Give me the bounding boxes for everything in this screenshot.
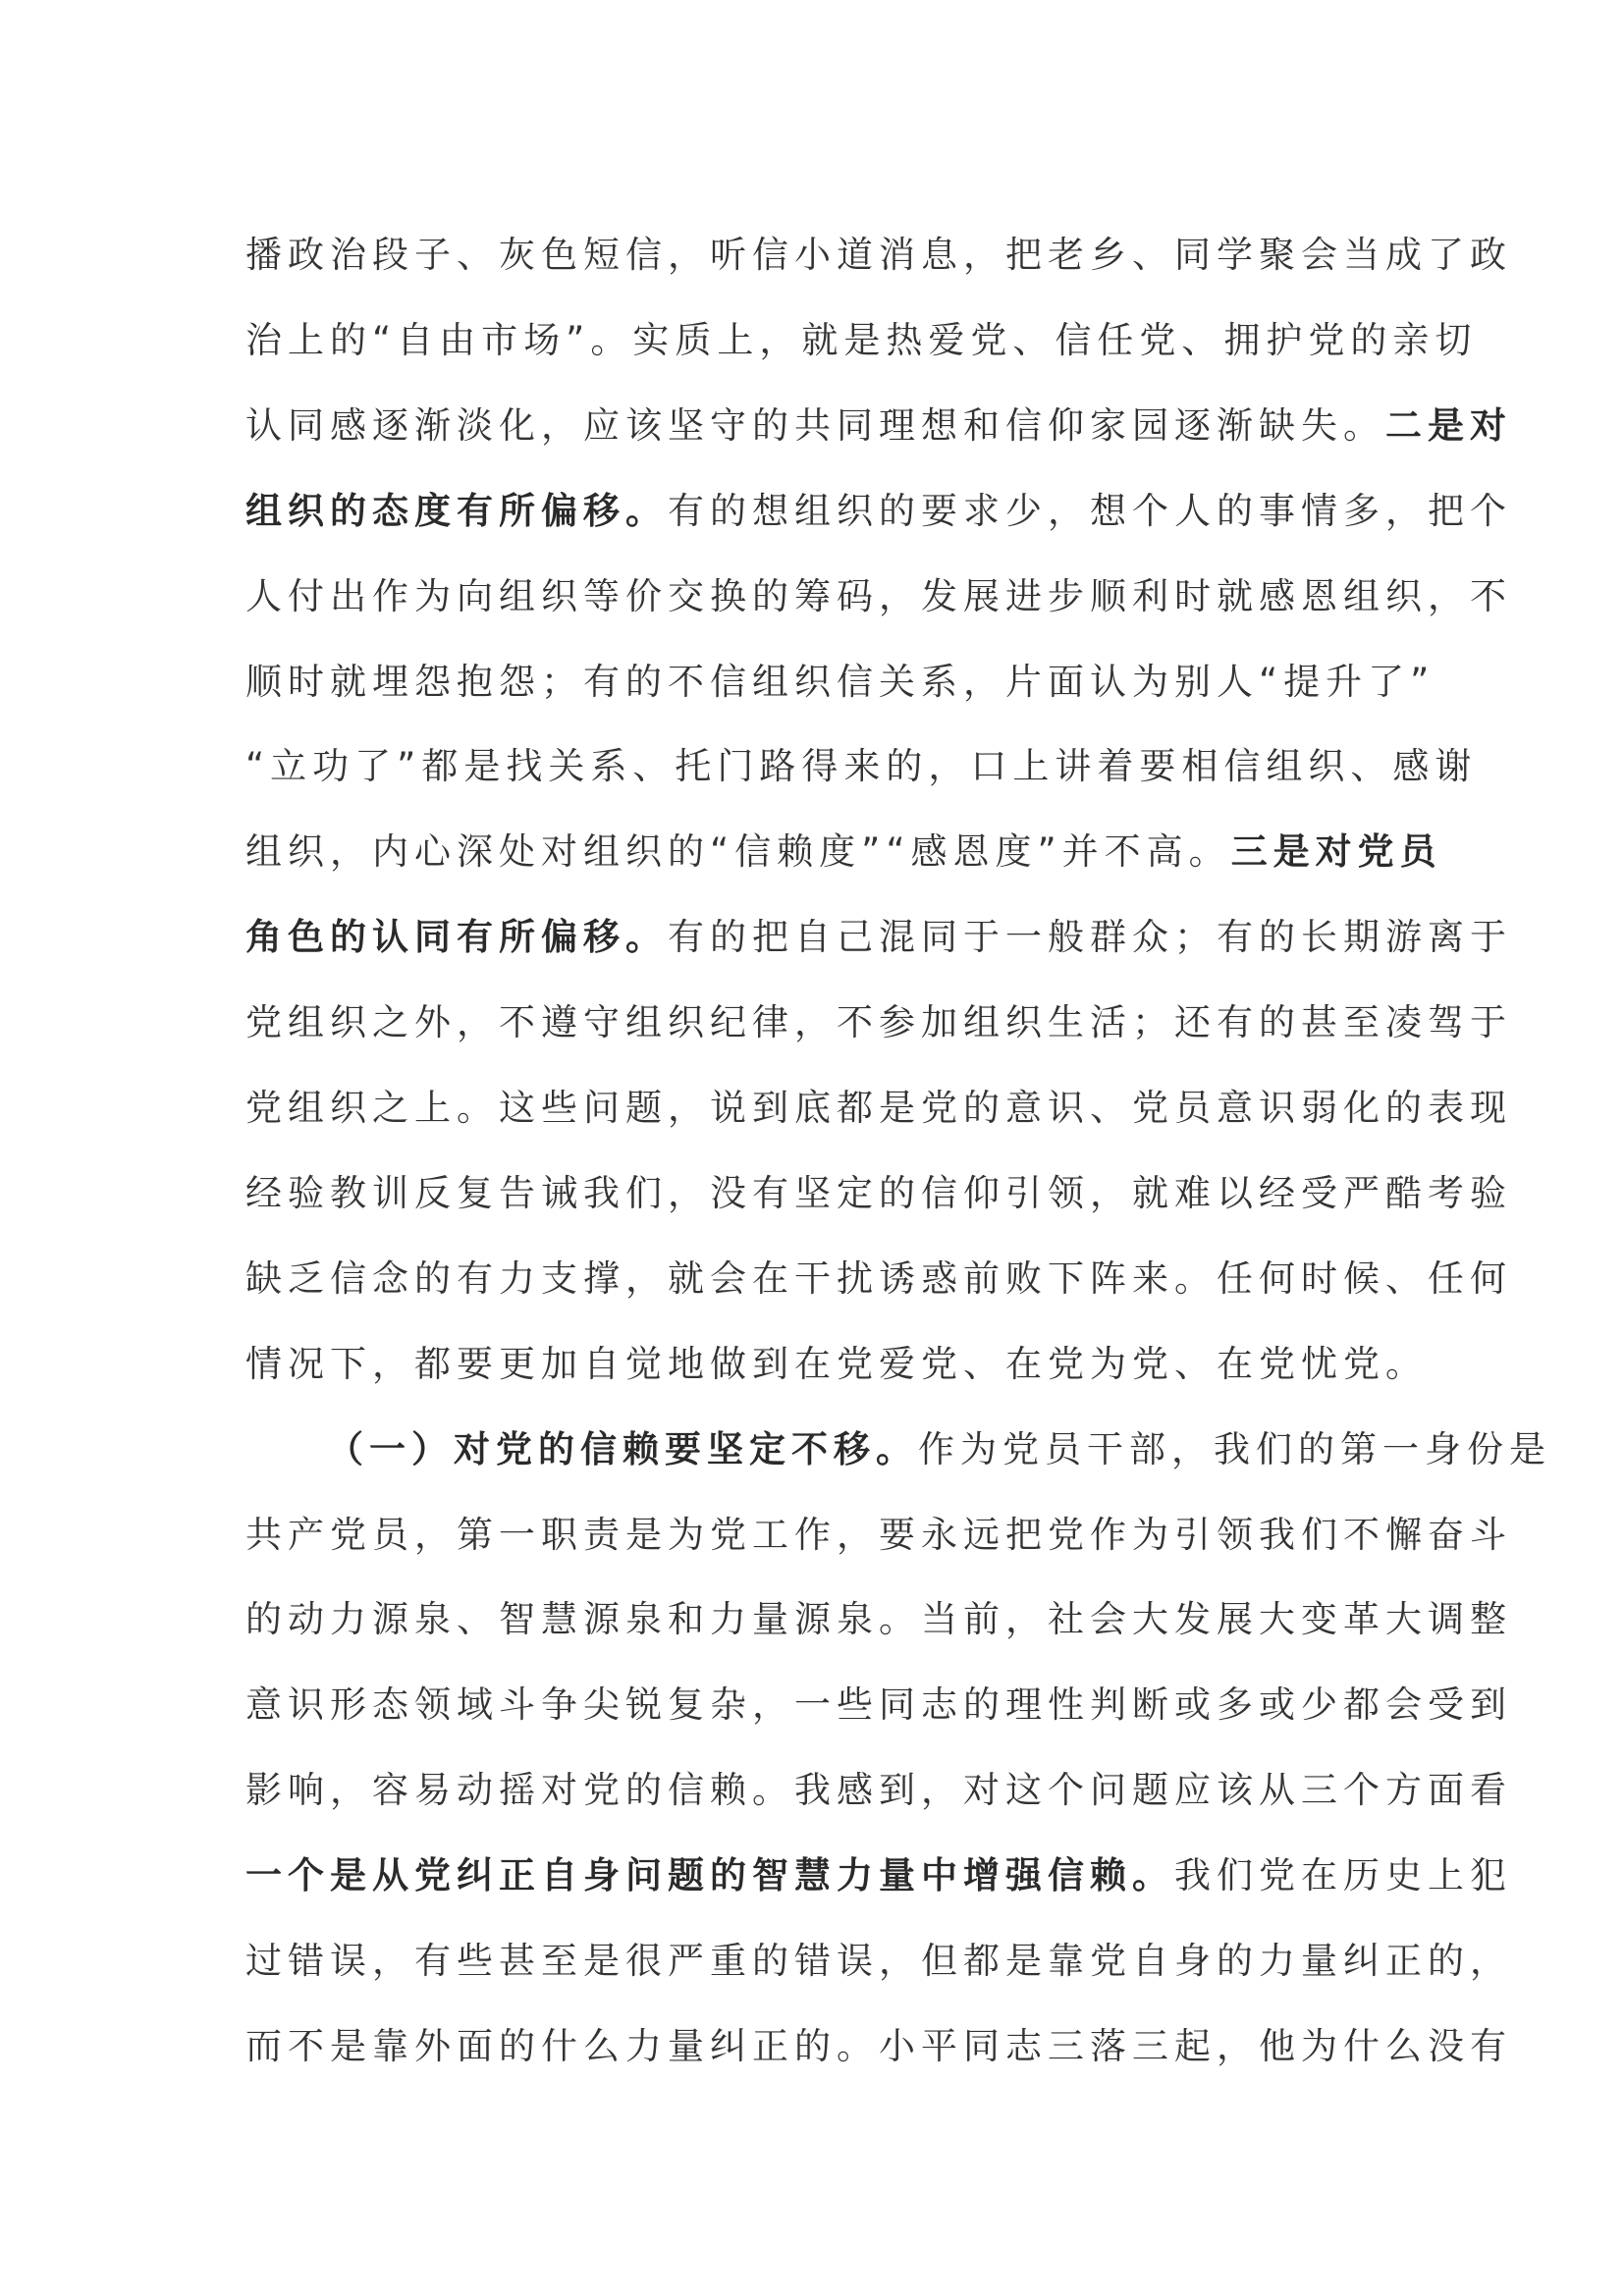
text-line: [245, 1079, 1512, 1138]
body-text: 有的把自己混同于一般群众；有的长期游离于: [668, 916, 1512, 959]
bold-heading-text: 角色的认同有所偏移。: [245, 916, 668, 959]
text-line: [245, 908, 1512, 967]
text-line: [245, 1932, 1512, 1991]
body-text: 党组织之上。这些问题，说到底都是党的意识、党员意识弱化的表现: [245, 1087, 1512, 1129]
text-line: [245, 397, 1512, 455]
text-line: [245, 1506, 1512, 1565]
body-text: 我们党在历史上犯: [1174, 1854, 1512, 1897]
bold-heading-text: 三是对党员: [1230, 830, 1442, 874]
body-text: 播政治段子、灰色短信，听信小道消息，把老乡、同学聚会当成了政: [245, 234, 1512, 276]
body-text: 认同感逐渐淡化，应该坚守的共同理想和信仰家园逐渐缺失。: [245, 403, 1385, 447]
body-text: 意识形态领域斗争尖锐复杂，一些同志的理性判断或多或少都会受到: [245, 1683, 1512, 1727]
body-text: 作为党员干部，我们的第一身份是: [918, 1427, 1551, 1470]
body-text: 情况下，都要更加自觉地做到在党爱党、在党为党、在党忧党。: [245, 1342, 1428, 1385]
text-line: [245, 226, 1512, 285]
text-line: [245, 823, 1442, 881]
body-text: 组织，内心深处对组织的“信赖度”“感恩度”并不高。: [245, 830, 1231, 874]
bold-heading-text: （一）对党的信赖要坚定不移。: [327, 1427, 918, 1470]
text-line: [245, 1590, 1512, 1649]
text-line: [245, 737, 1478, 796]
text-line: [245, 1335, 1428, 1394]
body-text: 顺时就埋怨抱怨；有的不信组织信关系，片面认为别人“提升了”: [245, 660, 1435, 703]
text-line: [245, 1761, 1512, 1820]
body-text: “立功了”都是找关系、托门路得来的，口上讲着要相信组织、感谢: [245, 745, 1478, 788]
text-line: [245, 653, 1435, 712]
bold-heading-text: 二是对: [1385, 403, 1512, 447]
body-text: 缺乏信念的有力支撑，就会在干扰诱惑前败下阵来。任何时候、任何: [245, 1256, 1512, 1300]
text-line: [245, 993, 1512, 1052]
text-line: [245, 567, 1512, 626]
bold-heading-text: 一个是从党纠正自身问题的智慧力量中增强信赖。: [245, 1854, 1174, 1897]
body-text: 过错误，有些甚至是很严重的错误，但都是靠党自身的力量纠正的，: [245, 1940, 1512, 1982]
body-text: 治上的“自由市场”。实质上，就是热爱党、信任党、拥护党的亲切: [245, 318, 1478, 361]
body-text: 经验教训反复告诫我们，没有坚定的信仰引领，就难以经受严酷考验: [245, 1171, 1512, 1214]
text-line: [245, 311, 1478, 370]
text-line: [327, 1420, 1551, 1479]
text-line: [245, 2017, 1512, 2076]
body-text: 而不是靠外面的什么力量纠正的。小平同志三落三起，他为什么没有: [245, 2024, 1512, 2067]
body-text: 共产党员，第一职责是为党工作，要永远把党作为引领我们不懈奋斗: [245, 1513, 1512, 1556]
body-text: 党组织之外，不遵守组织纪律，不参加组织生活；还有的甚至凌驾于: [245, 1001, 1512, 1044]
body-text: 人付出作为向组织等价交换的筹码，发展进步顺利时就感恩组织，不: [245, 574, 1512, 617]
text-line: [245, 1676, 1512, 1735]
text-line: [245, 482, 1512, 541]
text-line: [245, 1164, 1512, 1223]
bold-heading-text: 组织的态度有所偏移。: [245, 489, 668, 532]
body-text: 有的想组织的要求少，想个人的事情多，把个: [668, 489, 1512, 532]
text-line: [245, 1846, 1512, 1905]
body-text: 影响，容易动摇对党的信赖。我感到，对这个问题应该从三个方面看: [245, 1769, 1512, 1812]
text-line: [245, 1250, 1512, 1308]
body-text: 的动力源泉、智慧源泉和力量源泉。当前，社会大发展大变革大调整: [245, 1598, 1512, 1641]
